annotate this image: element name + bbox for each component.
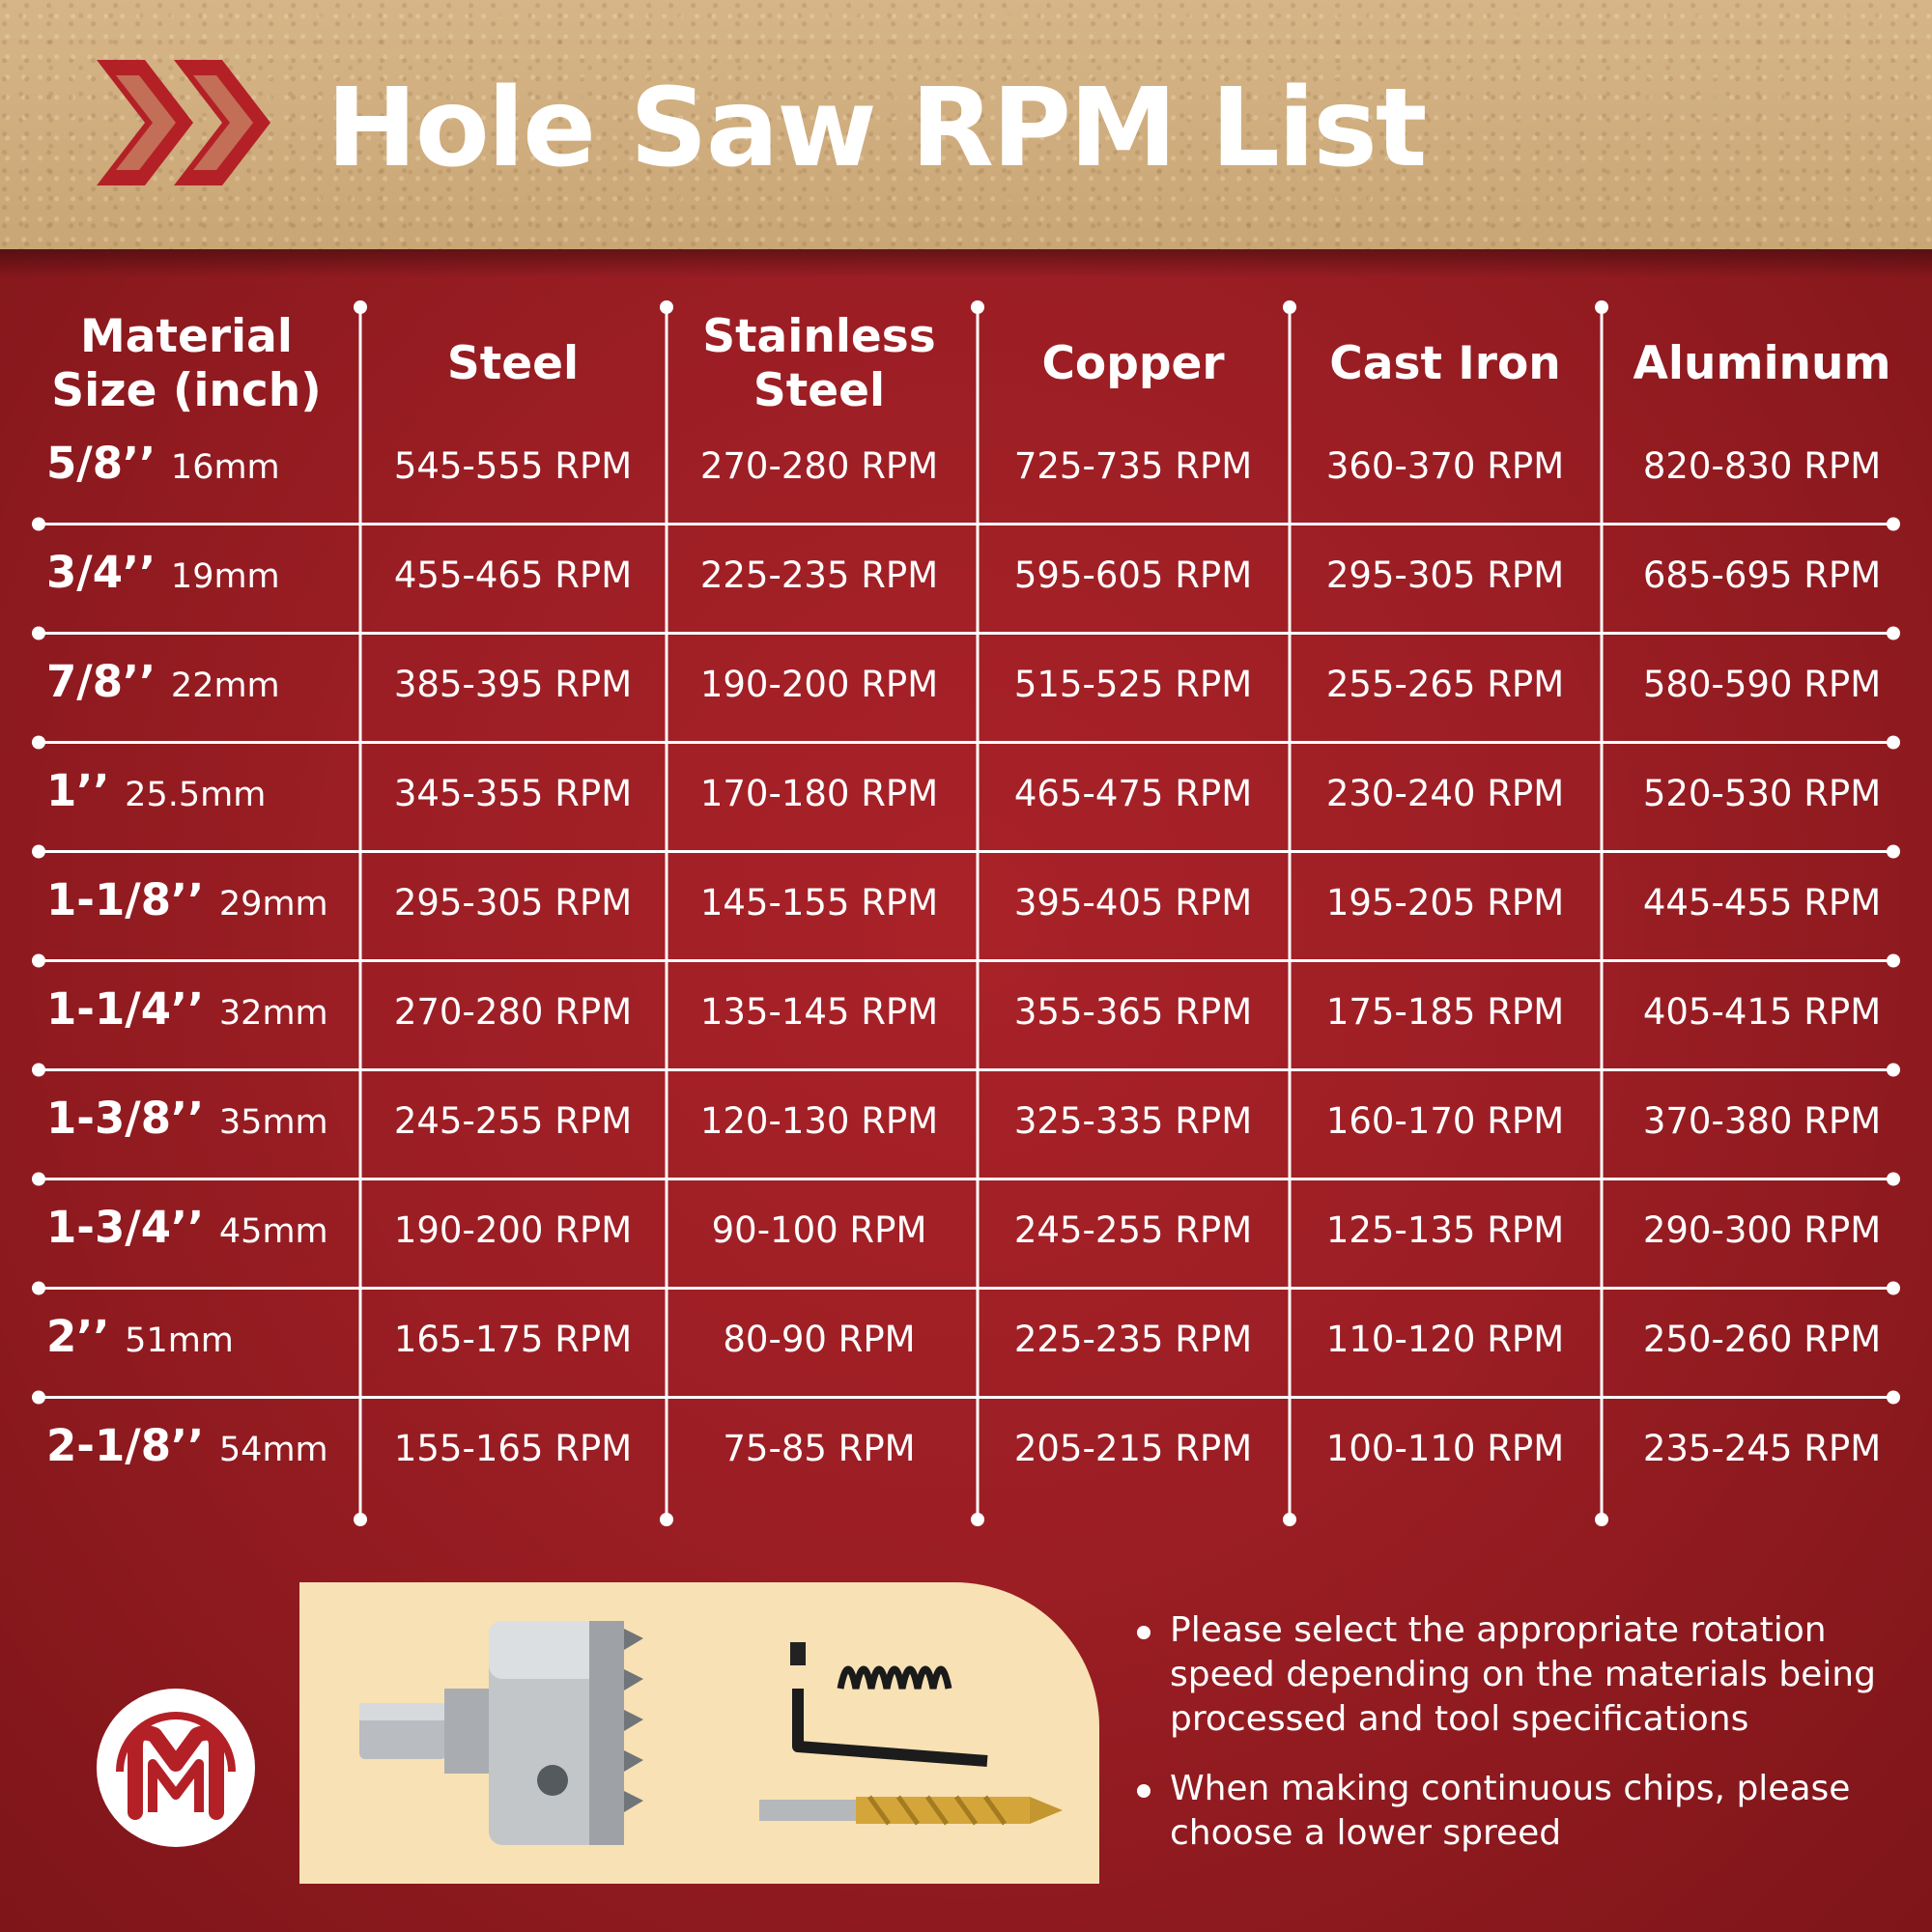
rpm-cell: 190-200 RPM (699, 664, 939, 705)
size-mm: 32mm (218, 994, 328, 1033)
rpm-cell: 595-605 RPM (1013, 554, 1253, 596)
size-label (46, 1202, 328, 1253)
rpm-cell: 255-265 RPM (1325, 664, 1565, 705)
divider-dot (1595, 300, 1608, 314)
rpm-cell: 155-165 RPM (393, 1428, 633, 1469)
size-inch: 3/4’’ (46, 547, 171, 598)
rpm-cell: 290-300 RPM (1642, 1209, 1882, 1251)
rpm-cell: 125-135 RPM (1325, 1209, 1565, 1251)
rpm-cell: 205-215 RPM (1013, 1428, 1253, 1469)
rpm-cell: 245-255 RPM (1013, 1209, 1253, 1251)
column-header-copper: Copper (1041, 337, 1225, 390)
column-header-cast_iron: Cast Iron (1329, 337, 1561, 390)
divider-dot (32, 736, 45, 750)
rpm-cell: 90-100 RPM (711, 1209, 927, 1251)
column-header-stainless: Steel (753, 364, 886, 417)
m-logo-icon (97, 1689, 255, 1847)
size-mm: 16mm (170, 448, 280, 487)
rpm-cell: 405-415 RPM (1642, 991, 1882, 1033)
rpm-cell: 100-110 RPM (1325, 1428, 1565, 1469)
divider-dot (660, 300, 673, 314)
rpm-cell: 225-235 RPM (1013, 1319, 1253, 1360)
divider-dot (1887, 1173, 1900, 1186)
rpm-cell: 515-525 RPM (1013, 664, 1253, 705)
divider-dot (660, 1513, 673, 1526)
rpm-cell: 455-465 RPM (393, 554, 633, 596)
rpm-cell: 160-170 RPM (1325, 1100, 1565, 1142)
divider-dot (971, 300, 984, 314)
divider-dot (354, 1513, 367, 1526)
rpm-cell: 295-305 RPM (393, 882, 633, 923)
rpm-cell: 445-455 RPM (1642, 882, 1882, 923)
size-label (46, 1093, 328, 1144)
divider-dot (1887, 1282, 1900, 1295)
rpm-cell: 110-120 RPM (1325, 1319, 1565, 1360)
rpm-cell: 580-590 RPM (1642, 664, 1882, 705)
divider-dot (32, 627, 45, 640)
size-inch: 7/8’’ (46, 656, 171, 707)
divider-dot (1283, 1513, 1296, 1526)
size-mm: 22mm (170, 667, 280, 705)
rpm-cell: 295-305 RPM (1325, 554, 1565, 596)
rpm-cell: 230-240 RPM (1325, 773, 1565, 814)
rpm-cell: 135-145 RPM (699, 991, 939, 1033)
page-title: Hole Saw RPM List (327, 66, 1426, 191)
rpm-cell: 820-830 RPM (1642, 445, 1882, 487)
divider-dot (971, 1513, 984, 1526)
divider-dot (32, 1391, 45, 1405)
column-header-stainless: Stainless (702, 310, 936, 363)
divider-dot (32, 1173, 45, 1186)
divider-dot (1283, 300, 1296, 314)
size-inch: 5/8’’ (46, 438, 171, 489)
size-label (46, 1420, 328, 1471)
note-item: Please select the appropriate rotation speed depending on the materials being processed and tool specifications (1135, 1608, 1908, 1742)
size-inch: 1-3/4’’ (46, 1202, 219, 1253)
rpm-cell: 360-370 RPM (1325, 445, 1565, 487)
rpm-cell: 170-180 RPM (699, 773, 939, 814)
rpm-cell: 245-255 RPM (393, 1100, 633, 1142)
size-inch: 2’’ (46, 1311, 126, 1362)
size-mm: 54mm (218, 1431, 328, 1469)
rpm-cell: 345-355 RPM (393, 773, 633, 814)
size-mm: 51mm (125, 1321, 234, 1360)
rpm-cell: 190-200 RPM (393, 1209, 633, 1251)
rpm-cell: 80-90 RPM (723, 1319, 916, 1360)
size-label (46, 983, 328, 1035)
column-header-aluminum: Aluminum (1633, 337, 1891, 390)
divider-dot (1887, 736, 1900, 750)
rpm-cell: 520-530 RPM (1642, 773, 1882, 814)
size-mm: 35mm (218, 1103, 328, 1142)
rpm-cell: 235-245 RPM (1642, 1428, 1882, 1469)
size-inch: 2-1/8’’ (46, 1420, 219, 1471)
size-mm: 45mm (218, 1212, 328, 1251)
rpm-cell: 355-365 RPM (1013, 991, 1253, 1033)
column-header-size: Size (inch) (51, 364, 322, 417)
size-label (46, 874, 328, 925)
column-header-steel: Steel (446, 337, 580, 390)
rpm-cell: 165-175 RPM (393, 1319, 633, 1360)
rpm-cell: 175-185 RPM (1325, 991, 1565, 1033)
size-label (46, 547, 280, 598)
size-inch: 1-1/4’’ (46, 983, 219, 1035)
divider-dot (32, 1064, 45, 1077)
divider-dot (1887, 518, 1900, 531)
brand-logo (97, 1689, 255, 1847)
divider-dot (32, 845, 45, 859)
rpm-cell: 685-695 RPM (1642, 554, 1882, 596)
size-inch: 1’’ (46, 765, 126, 816)
size-inch: 1-1/8’’ (46, 874, 219, 925)
rpm-cell: 385-395 RPM (393, 664, 633, 705)
size-label (46, 765, 266, 816)
size-mm: 29mm (218, 885, 328, 923)
size-mm: 25.5mm (125, 776, 267, 814)
divider-dot (32, 518, 45, 531)
rpm-cell: 545-555 RPM (393, 445, 633, 487)
rpm-cell: 270-280 RPM (393, 991, 633, 1033)
rpm-cell: 270-280 RPM (699, 445, 939, 487)
size-label (46, 1311, 234, 1362)
size-inch: 1-3/8’’ (46, 1093, 219, 1144)
divider-dot (32, 954, 45, 968)
size-label (46, 656, 280, 707)
divider-dot (1887, 1391, 1900, 1405)
divider-dot (1595, 1513, 1608, 1526)
rpm-cell: 120-130 RPM (699, 1100, 939, 1142)
rpm-cell: 370-380 RPM (1642, 1100, 1882, 1142)
divider-dot (1887, 954, 1900, 968)
rpm-cell: 465-475 RPM (1013, 773, 1253, 814)
usage-notes (1135, 1608, 1908, 1881)
divider-dot (1887, 845, 1900, 859)
note-item: When making continuous chips, please choose a lower spreed (1135, 1767, 1908, 1856)
product-card (299, 1582, 1099, 1884)
column-header-size: Material (80, 310, 293, 363)
rpm-cell: 725-735 RPM (1013, 445, 1253, 487)
size-mm: 19mm (170, 557, 280, 596)
rpm-cell: 75-85 RPM (723, 1428, 916, 1469)
rpm-cell: 395-405 RPM (1013, 882, 1253, 923)
divider-dot (32, 1282, 45, 1295)
rpm-cell: 195-205 RPM (1325, 882, 1565, 923)
divider-dot (354, 300, 367, 314)
rpm-cell: 225-235 RPM (699, 554, 939, 596)
hole-saw-product-image (299, 1582, 1099, 1884)
size-label (46, 438, 280, 489)
divider-dot (1887, 1064, 1900, 1077)
rpm-cell: 325-335 RPM (1013, 1100, 1253, 1142)
rpm-cell: 250-260 RPM (1642, 1319, 1882, 1360)
divider-dot (1887, 627, 1900, 640)
rpm-cell: 145-155 RPM (699, 882, 939, 923)
